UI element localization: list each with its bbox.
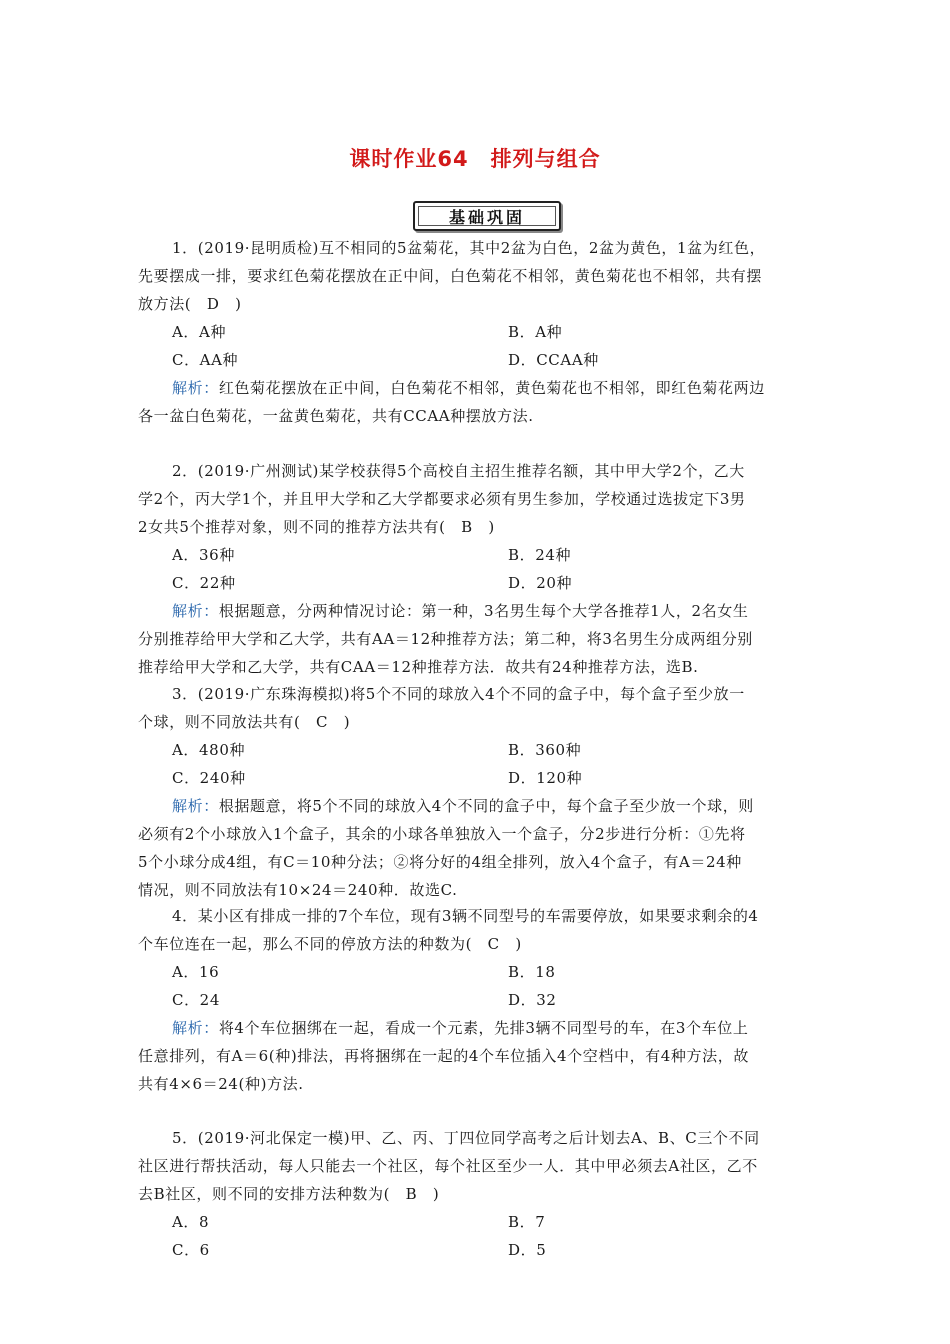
q5-option-b: B．7 xyxy=(508,1213,546,1231)
q2-option-d: D．20种 xyxy=(508,574,573,592)
q2-option-a: A．36种 xyxy=(172,546,235,564)
analysis-label: 解析： xyxy=(172,379,219,397)
q5-option-d: D．5 xyxy=(508,1241,547,1259)
q3-analysis-text: 根据题意，将5个不同的球放入4个不同的盒子中，每个盒子至少放一个球，则 xyxy=(218,797,754,815)
q1-option-a: A．A种 xyxy=(172,323,227,341)
q3-option-c: C．240种 xyxy=(172,769,246,787)
q3-option-d: D．120种 xyxy=(508,769,583,787)
q1-analysis-text: 红色菊花摆放在正中间，白色菊花不相邻，黄色菊花也不相邻，即红色菊花两边 xyxy=(218,379,765,397)
q5-stem-line: 去B社区，则不同的安排方法种数为( B ) xyxy=(138,1185,440,1203)
q1-analysis-line: 各一盆白色菊花，一盆黄色菊花，共有CCAA种摆放方法. xyxy=(138,407,534,425)
q3-analysis-line: 必须有2个小球放入1个盒子，其余的小球各单独放入一个盒子，分2步进行分析：①先将 xyxy=(138,825,746,843)
q4-option-a: A．16 xyxy=(172,963,220,981)
q2-analysis-line: 分别推荐给甲大学和乙大学，共有AA＝12种推荐方法；第二种，将3名男生分成两组分别 xyxy=(138,630,753,648)
q1-analysis-line xyxy=(172,378,765,398)
q4-option-d: D．32 xyxy=(508,991,557,1009)
page-title: 课时作业64 排列与组合 xyxy=(349,147,601,171)
q5-stem-line: 社区进行帮扶活动，每人只能去一个社区，每个社区至少一人．其中甲必须去A社区，乙不 xyxy=(138,1157,758,1175)
q2-option-b: B．24种 xyxy=(508,546,572,564)
q4-analysis-text: 将4个车位捆绑在一起，看成一个元素，先排3辆不同型号的车，在3个车位上 xyxy=(218,1019,749,1037)
q4-analysis-line: 共有4×6＝24(种)方法. xyxy=(138,1075,304,1093)
q2-analysis-line xyxy=(172,601,748,621)
section-banner xyxy=(413,201,561,231)
q1-stem-line: 1．(2019·昆明质检)互不相同的5盆菊花，其中2盆为白色，2盆为黄色，1盆为红色， xyxy=(172,239,766,257)
q4-analysis-line: 任意排列，有A＝6(种)排法，再将捆绑在一起的4个车位插入4个空档中，有4种方法，故 xyxy=(138,1047,749,1065)
q1-option-d: D．CCAA种 xyxy=(508,351,599,369)
q1-option-c: C．AA种 xyxy=(172,351,239,369)
q5-stem-line: 5．(2019·河北保定一模)甲、乙、丙、丁四位同学高考之后计划去A、B、C三个不同 xyxy=(172,1129,760,1147)
q5-option-c: C．6 xyxy=(172,1241,210,1259)
q4-option-c: C．24 xyxy=(172,991,220,1009)
analysis-label: 解析： xyxy=(172,1019,219,1037)
analysis-label: 解析： xyxy=(172,602,219,620)
q3-option-b: B．360种 xyxy=(508,741,582,759)
analysis-label: 解析： xyxy=(172,797,219,815)
q3-stem-line: 个球，则不同放法共有( C ) xyxy=(138,713,351,731)
q2-analysis-text: 根据题意，分两种情况讨论：第一种，3名男生每个大学各推荐1人，2名女生 xyxy=(218,602,749,620)
q3-stem-line: 3．(2019·广东珠海模拟)将5个不同的球放入4个不同的盒子中，每个盒子至少放一 xyxy=(172,685,745,703)
q1-option-b: B．A种 xyxy=(508,323,563,341)
q3-analysis-line: 情况，则不同放法有10×24＝240种．故选C. xyxy=(138,881,458,899)
q2-stem-line: 2．(2019·广州测试)某学校获得5个高校自主招生推荐名额，其中甲大学2个，乙大 xyxy=(172,462,745,480)
q3-analysis-line xyxy=(172,796,754,816)
q3-option-a: A．480种 xyxy=(172,741,246,759)
q1-stem-line: 放方法( D ) xyxy=(138,295,242,313)
q4-analysis-line xyxy=(172,1018,748,1038)
q2-option-c: C．22种 xyxy=(172,574,236,592)
q2-stem-line: 2女共5个推荐对象，则不同的推荐方法共有( B ) xyxy=(138,518,495,536)
q4-option-b: B．18 xyxy=(508,963,556,981)
q3-analysis-line: 5个小球分成4组，有C＝10种分法；②将分好的4组全排列，放入4个盒子，有A＝24种 xyxy=(138,853,742,871)
q4-stem-line: 个车位连在一起，那么不同的停放方法的种数为( C ) xyxy=(138,935,522,953)
q2-stem-line: 学2个，丙大学1个，并且甲大学和乙大学都要求必须有男生参加，学校通过选拔定下3男 xyxy=(138,490,746,508)
q4-stem-line: 4．某小区有排成一排的7个车位，现有3辆不同型号的车需要停放，如果要求剩余的4 xyxy=(172,907,759,925)
section-banner-label: 基础巩固 xyxy=(418,206,556,226)
q2-analysis-line: 推荐给甲大学和乙大学，共有CAA＝12种推荐方法．故共有24种推荐方法，选B. xyxy=(138,658,699,676)
q1-stem-line: 先要摆成一排，要求红色菊花摆放在正中间，白色菊花不相邻，黄色菊花也不相邻，共有摆 xyxy=(138,267,763,285)
q5-option-a: A．8 xyxy=(172,1213,210,1231)
